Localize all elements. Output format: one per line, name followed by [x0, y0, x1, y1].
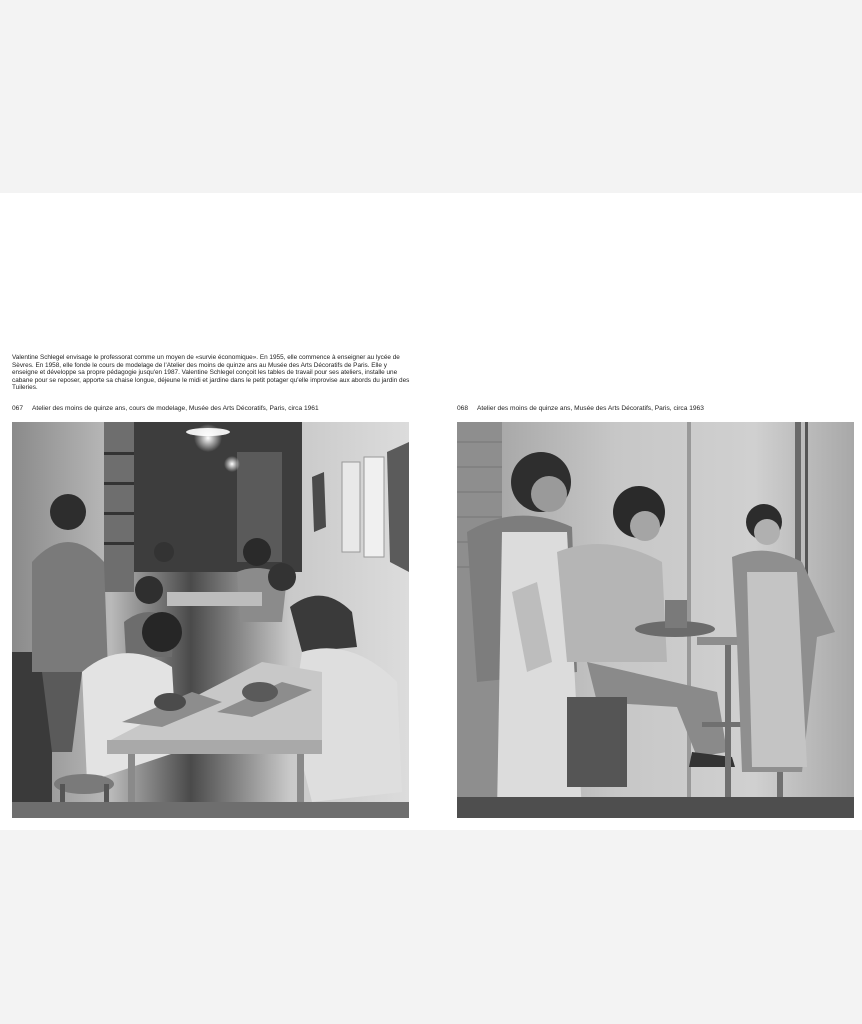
figure-number-right: 068: [457, 405, 469, 412]
photo-modelling-class: [12, 422, 409, 818]
figure-number-left: 067: [12, 405, 24, 412]
figure-caption-left: Atelier des moins de quinze ans, cours de modelage, Musée des Arts Décoratifs, Paris, circa 1961: [32, 405, 319, 412]
caption-left: [12, 405, 319, 413]
photo-pottery-wheel: [457, 422, 854, 818]
caption-right: [457, 405, 704, 413]
intro-paragraph: Valentine Schlegel envisage le professorat comme un moyen de «survie économique». En 1955, elle commence à enseigner au lycée de Sèvres. En 1958, elle fonde le cours de modelage de l'Atelier des moins de quinze ans au Musée des Arts Décoratifs de Paris. Elle y enseigne et développe sa propre pédagogie jusqu'en 1987. Valentine Schlegel conçoit les tables de travail pour ses ateliers, installe une cabane pour se reposer, apporte sa chaise longue, déjeune le midi et jardine dans le petit potager qu'elle improvise aux abords du jardin des Tuileries.: [12, 354, 410, 392]
figure-caption-right: Atelier des moins de quinze ans, Musée des Arts Décoratifs, Paris, circa 1963: [477, 405, 704, 412]
book-spread: [0, 193, 862, 830]
